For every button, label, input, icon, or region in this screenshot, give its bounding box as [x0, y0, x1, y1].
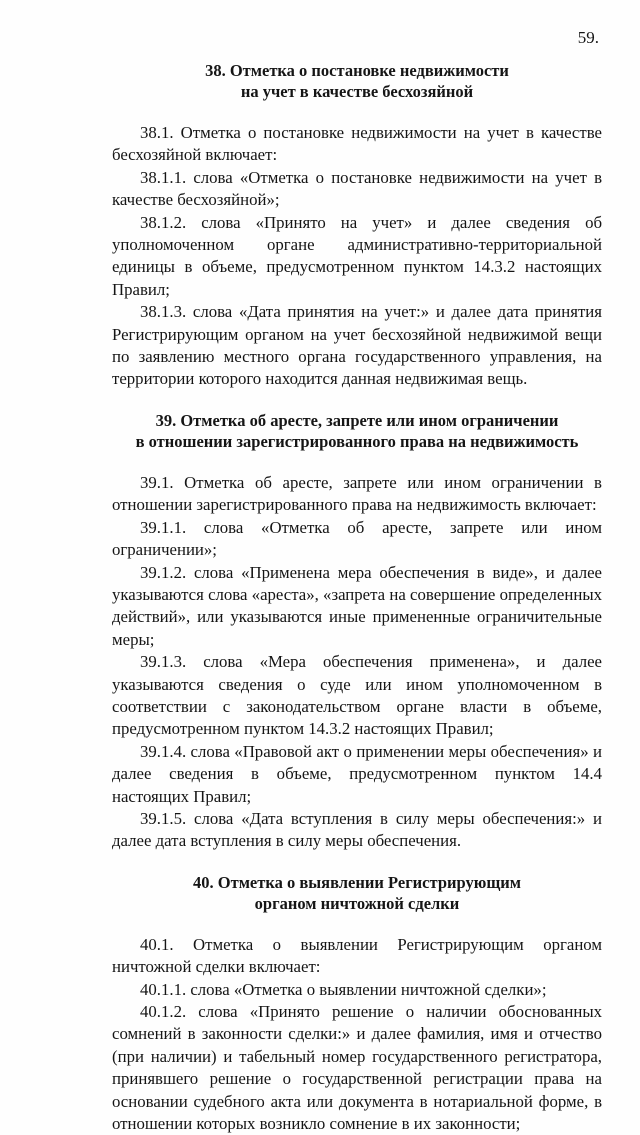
- paragraph: 38.1.3. слова «Дата принятия на учет:» и далее дата принятия Регистрирующим органом на учет бесхозяйной недвижимой вещи по заявлению местного органа государственного управления, на территории которого находится данная недвижимая вещь.: [112, 302, 602, 389]
- paragraph: 38.1. Отметка о постановке недвижимости на учет в качестве бесхозяйной включает:: [112, 123, 602, 165]
- paragraph: 39.1. Отметка об аресте, запрете или ином ограничении в отношении зарегистрированного права на недвижимость включает:: [112, 472, 602, 515]
- heading-line: 38. Отметка о постановке недвижимости: [205, 61, 509, 80]
- section-heading: [82, 872, 632, 914]
- paragraph: 39.1.2. слова «Применена мера обеспечения в виде», и далее указываются слова «ареста», «запрета на совершение определенных действий», или указываются иные примененные ограничительные меры;: [112, 562, 602, 649]
- paragraph: 40.1. Отметка о выявлении Регистрирующим органом ничтожной сделки включает:: [112, 934, 602, 977]
- section-39: [112, 410, 602, 853]
- section-heading: [82, 60, 632, 102]
- section-heading: [82, 410, 632, 452]
- document-body: [112, 60, 602, 1135]
- heading-line: 39. Отметка об аресте, запрете или ином ограничении: [155, 410, 559, 430]
- paragraph: 39.1.4. слова «Правовой акт о применении меры обеспечения» и далее сведения в объеме, предусмотренном пунктом 14.4 настоящих Правил;: [112, 741, 602, 806]
- section-38: [112, 60, 602, 391]
- heading-line: на учет в качестве бесхозяйной: [240, 82, 474, 101]
- paragraph: 39.1.3. слова «Мера обеспечения применена», и далее указываются сведения о суде или ином уполномоченном в соответствии с законодательством органе власти в объеме, предусмотренном пунктом 14.3.2 настоящих Правил;: [112, 652, 602, 739]
- paragraph: 39.1.5. слова «Дата вступления в силу меры обеспечения:» и далее дата вступления в силу меры обеспечения.: [112, 808, 602, 851]
- section-40: [112, 872, 602, 1135]
- page-number: 59.: [577, 28, 599, 47]
- heading-line: 40. Отметка о выявлении Регистрирующим: [193, 872, 521, 892]
- paragraph: 39.1.1. слова «Отметка об аресте, запрете или ином ограничении»;: [112, 517, 602, 560]
- paragraph: 38.1.2. слова «Принято на учет» и далее сведения об уполномоченном органе административно-территориальной единицы в объеме, предусмотренном пунктом 14.3.2 настоящих Правил;: [112, 212, 602, 299]
- paragraph: 40.1.1. слова «Отметка о выявлении ничтожной сделки»;: [140, 979, 547, 999]
- paragraph: 40.1.2. слова «Принято решение о наличии обоснованных сомнений в законности сделки:» и далее фамилия, имя и отчество (при наличии) и табельный номер государственного регистратора, принявшего решение о государственной регистрации права на основании судебного акта или документа в нотариальной форме, в отношении которых возникло сомнение в их законности;: [112, 1002, 602, 1134]
- heading-line: органом ничтожной сделки: [254, 893, 460, 913]
- paragraph: 38.1.1. слова «Отметка о постановке недвижимости на учет в качестве бесхозяйной»;: [112, 167, 602, 210]
- heading-line: в отношении зарегистрированного права на недвижимость: [135, 431, 579, 451]
